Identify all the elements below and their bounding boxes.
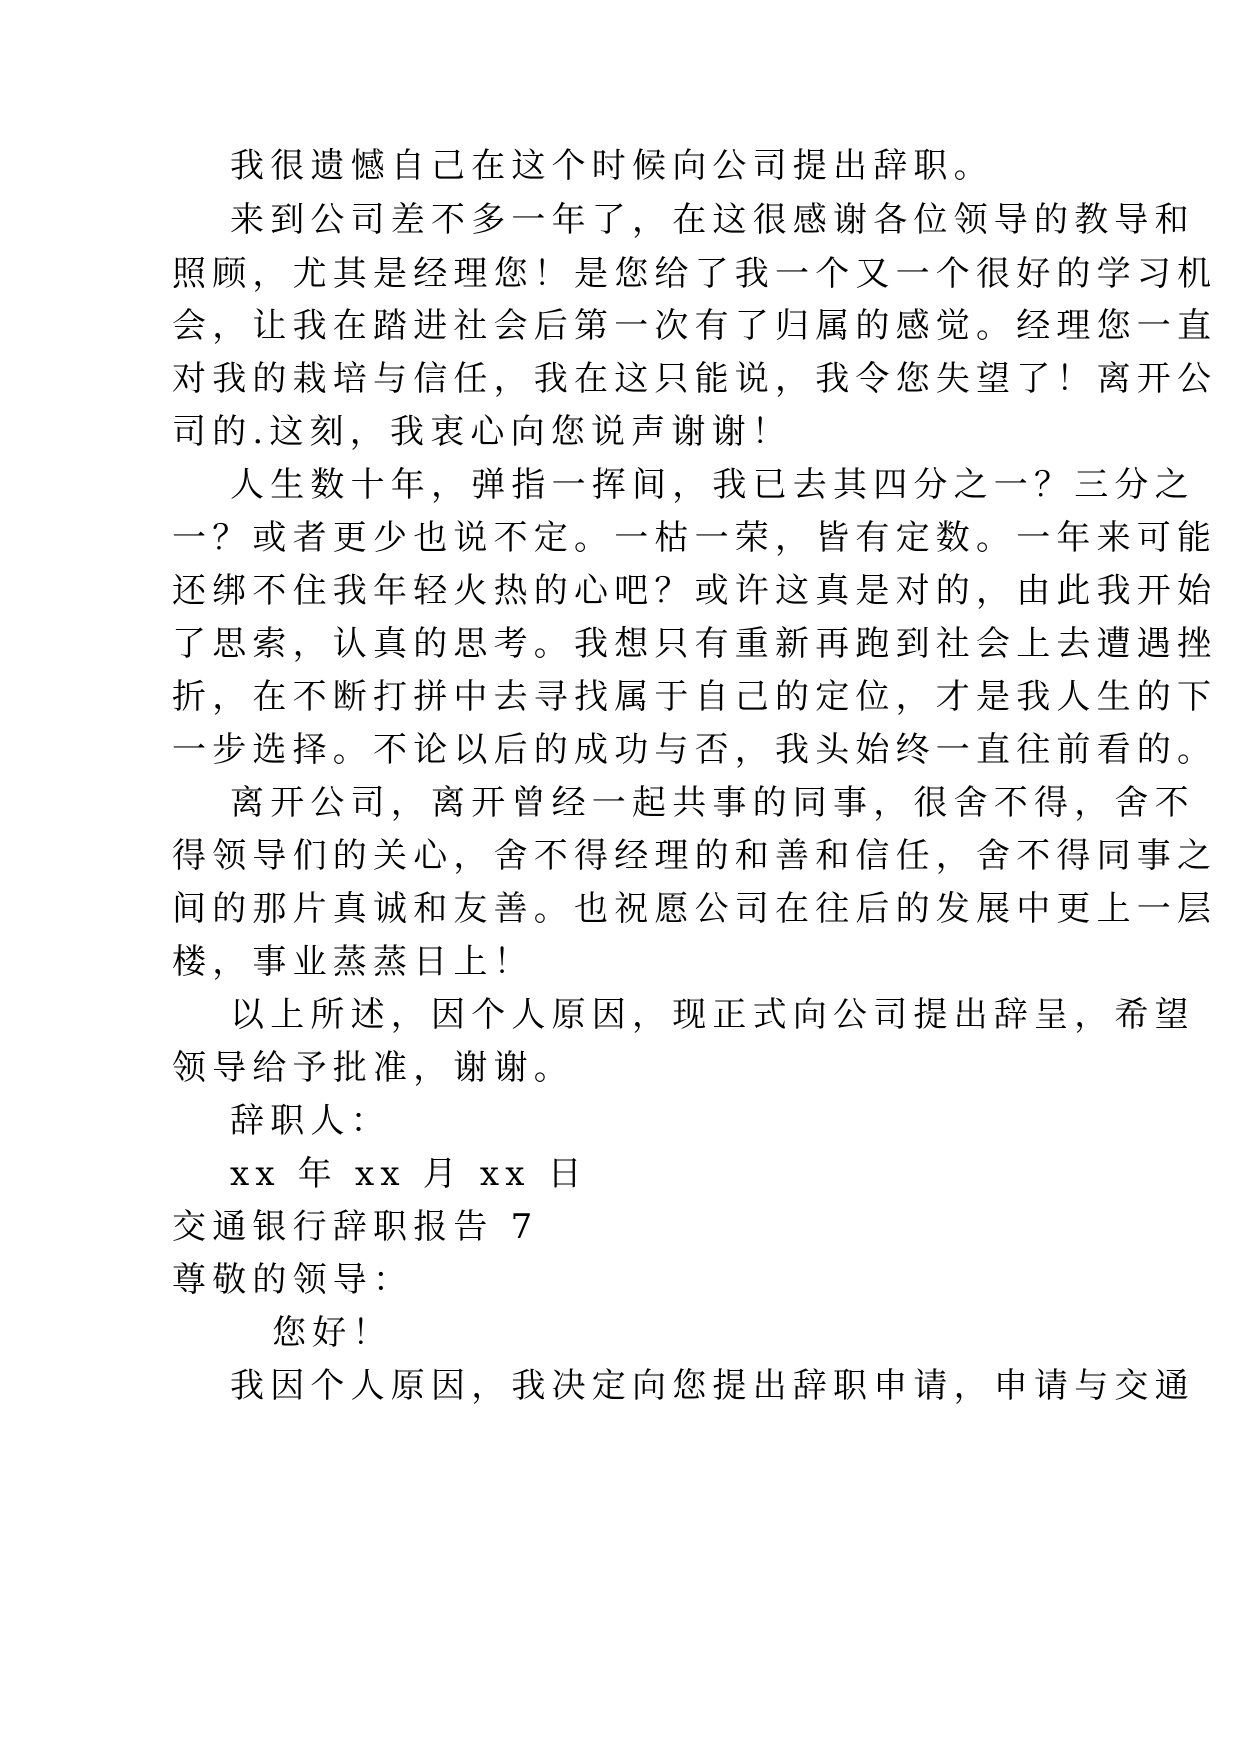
text-line: 离开公司，离开曾经一起共事的同事，很舍不得，舍不 <box>230 783 1195 823</box>
text-line: 司的.这刻，我衷心向您说声谢谢！ <box>172 412 793 452</box>
text-line: 了思索，认真的思考。我想只有重新再跑到社会上去遭遇挫 <box>172 624 1218 664</box>
text-line: 一？或者更少也说不定。一枯一荣，皆有定数。一年来可能 <box>172 518 1218 558</box>
text-line: 会，让我在踏进社会后第一次有了归属的感觉。经理您一直 <box>172 306 1218 346</box>
greeting: 您好！ <box>272 1313 393 1353</box>
text-line: 一步选择。不论以后的成功与否，我头始终一直往前看的。 <box>172 730 1218 770</box>
date-line: xx 年 xx 月 xx 日 <box>230 1154 588 1194</box>
text-line: 得领导们的关心，舍不得经理的和善和信任，舍不得同事之 <box>172 836 1218 876</box>
text-line: 还绑不住我年轻火热的心吧？或许这真是对的，由此我开始 <box>172 571 1218 611</box>
signature-label: 辞职人： <box>230 1101 391 1141</box>
text-line: 照顾，尤其是经理您！是您给了我一个又一个很好的学习机 <box>172 254 1218 294</box>
section-title: 交通银行辞职报告 7 <box>172 1207 539 1247</box>
text-line: 楼，事业蒸蒸日上！ <box>172 942 534 982</box>
text-line: 我很遗憾自己在这个时候向公司提出辞职。 <box>230 146 994 186</box>
text-line: 对我的栽培与信任，我在这只能说，我令您失望了！离开公 <box>172 359 1218 399</box>
text-line: 领导给予批准，谢谢。 <box>172 1048 574 1088</box>
text-line: 间的那片真诚和友善。也祝愿公司在往后的发展中更上一层 <box>172 889 1218 929</box>
text-line: 人生数十年，弹指一挥间，我已去其四分之一？三分之 <box>230 465 1195 505</box>
text-line: 折，在不断打拼中去寻找属于自己的定位，才是我人生的下 <box>172 677 1218 717</box>
text-line: 来到公司差不多一年了，在这很感谢各位领导的教导和 <box>230 200 1195 240</box>
text-line: 我因个人原因，我决定向您提出辞职申请，申请与交通 <box>230 1366 1195 1406</box>
text-line: 以上所述，因个人原因，现正式向公司提出辞呈，希望 <box>230 995 1195 1035</box>
salutation: 尊敬的领导： <box>172 1260 414 1300</box>
